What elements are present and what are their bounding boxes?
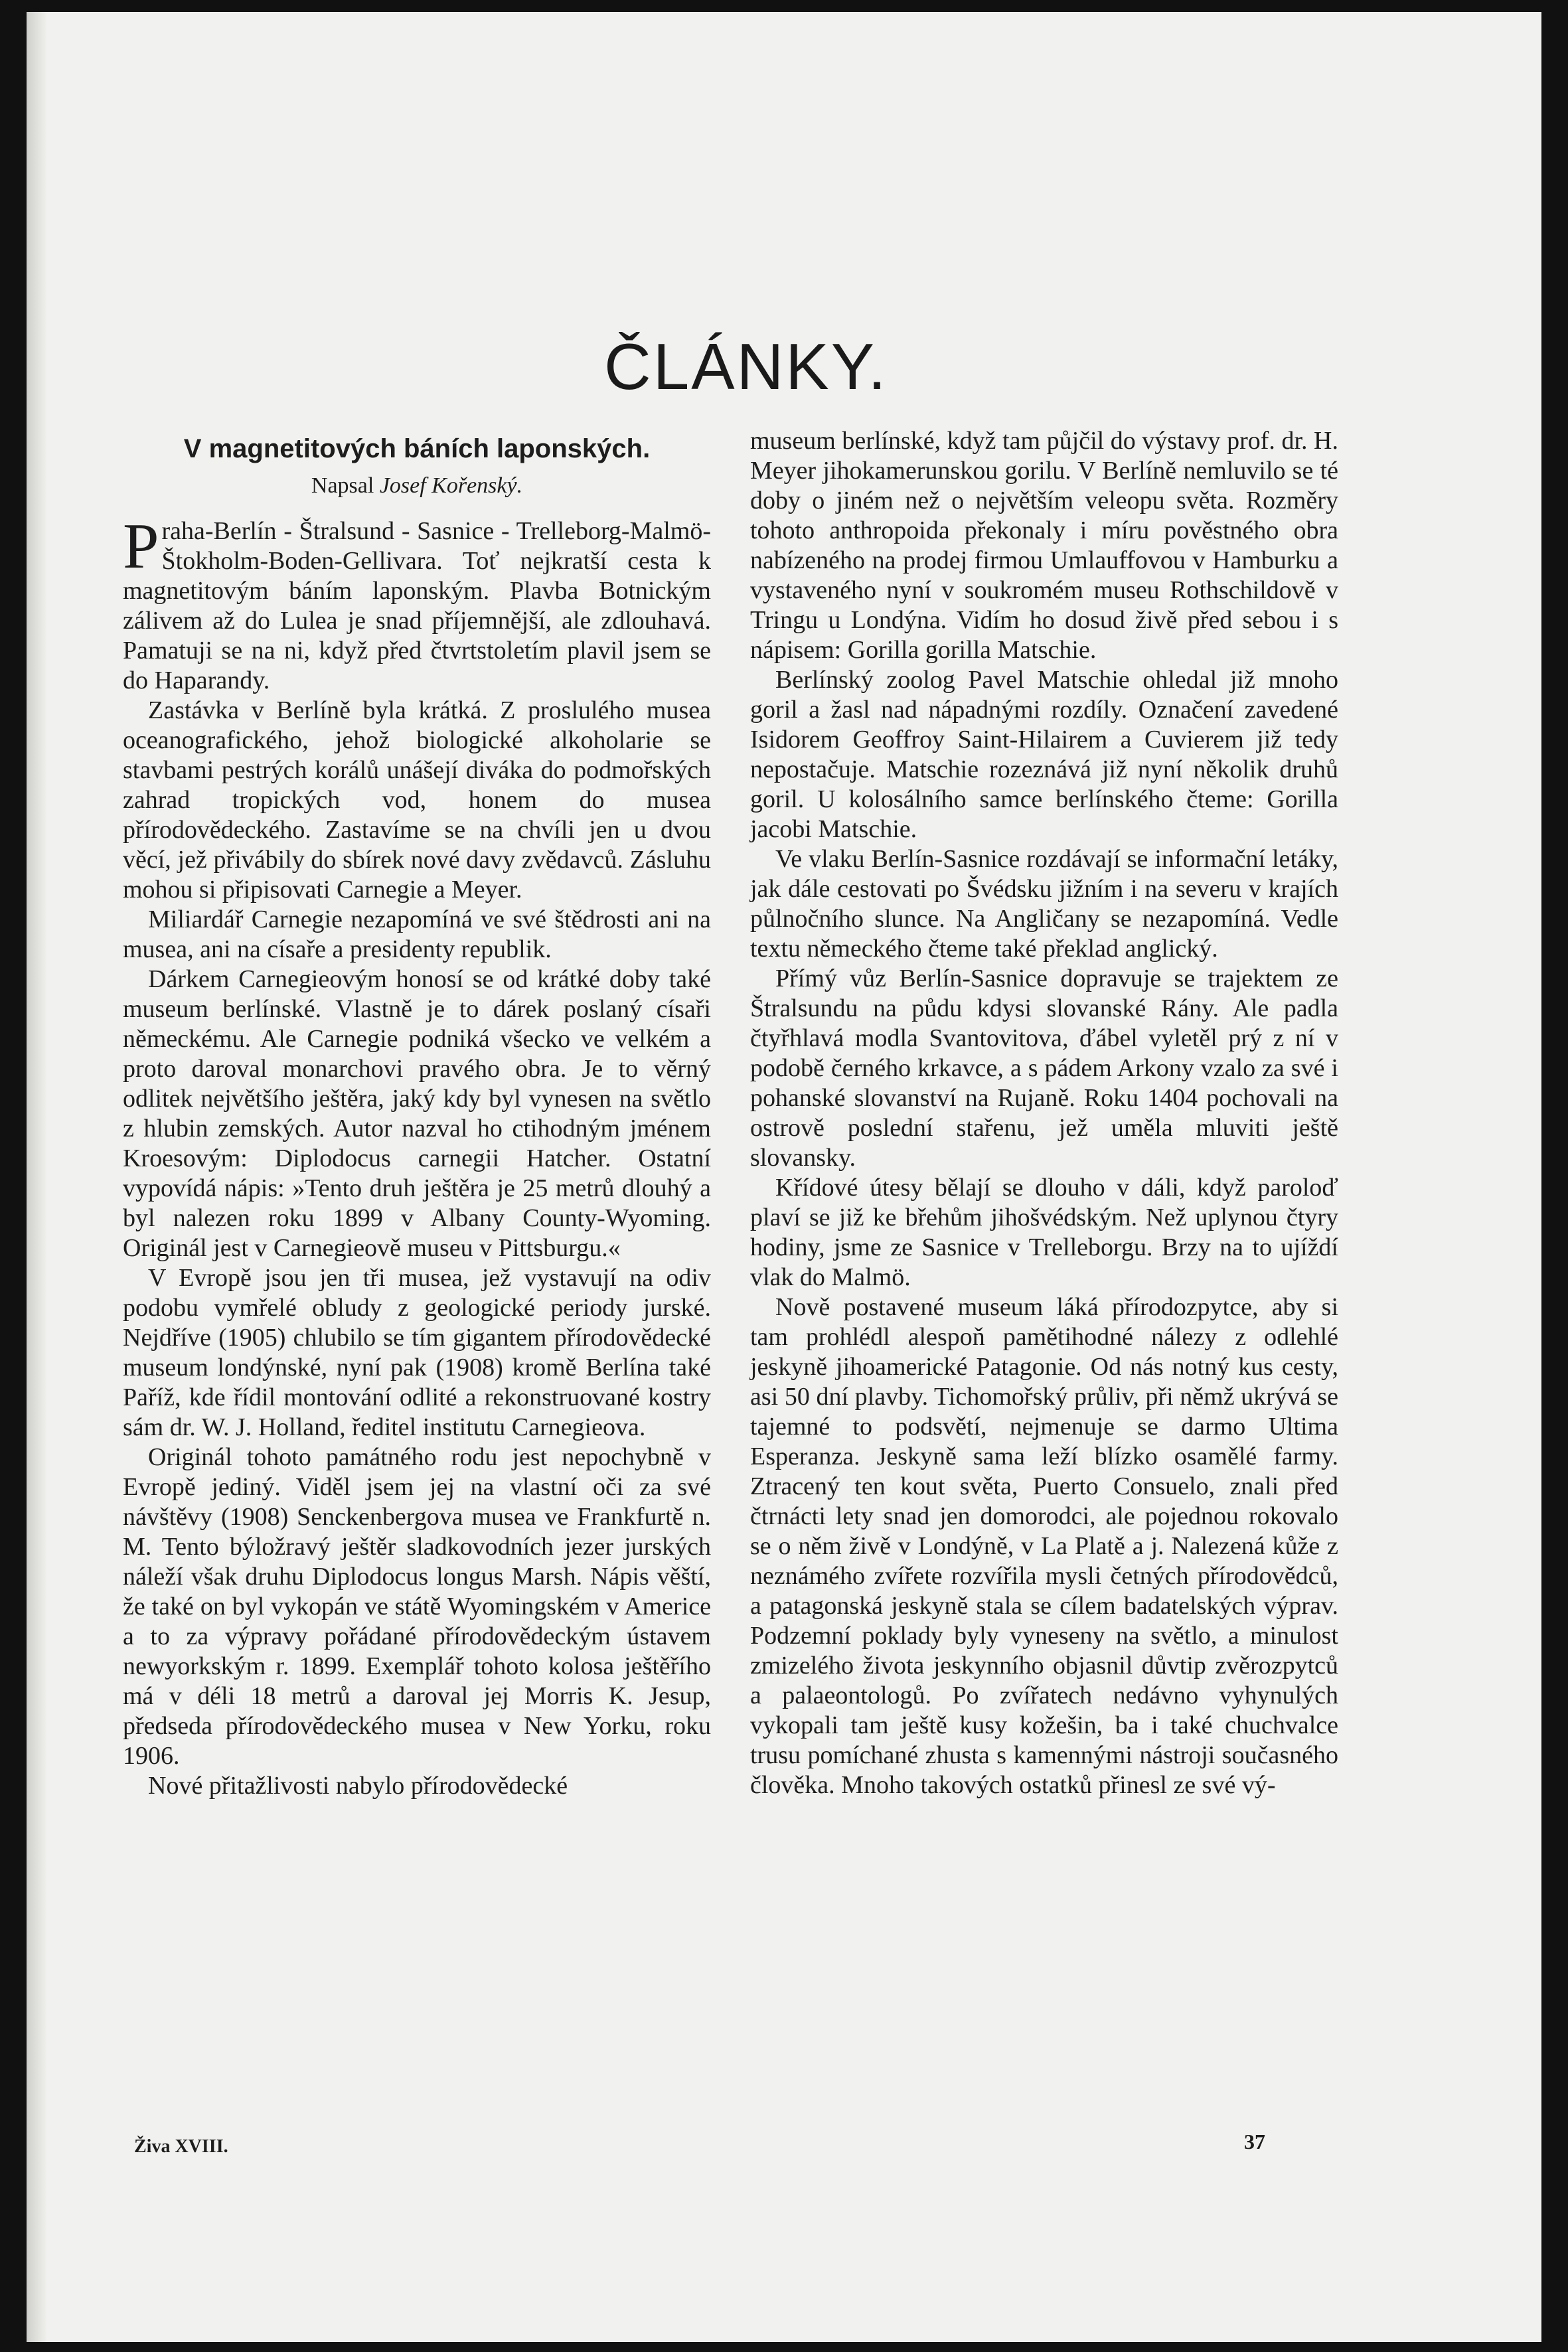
left-column xyxy=(123,431,711,1801)
byline xyxy=(123,471,711,501)
paragraph: Přímý vůz Berlín-Sasnice dopravuje se trajektem ze Štralsundu na půdu kdysi slovanské Rány. Ale padla čtyřhlavá modla Svantovitova, ďábel vyletěl prý z ní v podobě černého krkavce, a s pádem Arkony vzalo za své i pohanské slovanství na Rujaně. Roku 1404 pochovali na ostrově poslední stařenu, jež uměla mluviti ještě slovansky. xyxy=(750,965,1338,1172)
paragraph: museum berlínské, když tam půjčil do výstavy prof. dr. H. Meyer jihokamerunskou gorilu. V Berlíně nemluvilo se té doby o jiném než o největším veleopu světa. Rozměry tohoto anthropoida překonaly i míru pověstného obra nabízeného na prodej firmou Umlauffovou v Hamburku a vystaveného nyní v soukromém museu Rothschildově v Tringu u Londýna. Vidím ho dosud živě před sebou i s nápisem: Gorilla gorilla Matschie. xyxy=(750,427,1338,664)
page xyxy=(27,12,1541,2342)
paragraph: Zastávka v Berlíně byla krátká. Z proslulého musea oceanografického, jehož biologické alkoholarie se stavbami pestrých korálů unášejí diváka do podmořských zahrad tropických vod, honem do musea přírodovědeckého. Zastavíme se na chvíli jen u dvou věcí, jež přivábily do sbírek nové davy zvědavců. Zásluhu mohou si připisovati Carnegie a Meyer. xyxy=(123,696,711,903)
paragraph: Praha-Berlín - Štralsund - Sasnice - Trelleborg-Malmö-Štokholm-Boden-Gellivara. Toť nejkratší cesta k magnetitovým báním laponským. Plavba Botnickým zálivem až do Lulea je snad příjemnější, ale zdlouhavá. Pamatuji se na ni, když před čtvrtstoletím plavil jsem se do Haparandy. xyxy=(123,510,711,694)
paragraph: Křídové útesy bělají se dlouho v dáli, když paroloď plaví se již ke břehům jihošvédským. Než uplynou čtyry hodiny, jsme ze Sasnice v Trelleborgu. Brzy na to ujíždí vlak do Malmö. xyxy=(750,1174,1338,1291)
paragraph: Miliardář Carnegie nezapomíná ve své štědrosti ani na musea, ani na císaře a presidenty republik. xyxy=(123,905,711,963)
article-title: V magnetitových báních laponských. xyxy=(183,434,651,463)
section-title: ČLÁNKY. xyxy=(604,330,888,403)
paragraph: Berlínský zoolog Pavel Matschie ohledal již mnoho goril a žasl nad nápadnými rozdíly. Označení zavedené Isidorem Geoffroy Saint-Hilairem a Cuvierem již tedy nepostačuje. Matschie rozeznává již nyní několik druhů goril. U kolosálního samce berlínského čteme: Gorilla jacobi Matschie. xyxy=(750,666,1338,843)
byline-prefix: Napsal xyxy=(311,473,374,498)
right-column xyxy=(750,426,1338,1800)
page-number: 37 xyxy=(1244,2130,1265,2154)
paragraph: Nové přitažlivosti nabylo přírodovědecké xyxy=(148,1772,568,1800)
author-name: Josef Kořenský. xyxy=(379,473,523,498)
paragraph: Nově postavené museum láká přírodozpytce, aby si tam prohlédl alespoň pamětihodné nálezy z odlehlé jeskyně jihoamerické Patagonie. Od nás notný kus cesty, asi 50 dní plavby. Tichomořský průliv, při němž ukrývá se tajemné to podsvětí, nejmenuje se darmo Ultima Esperanza. Jeskyně sama leží blízko osamělé farmy. Ztracený ten kout světa, Puerto Consuelo, znali před čtrnácti lety snad jen domorodci, ale pojednou rokovalo se o něm živě v Londýně, v La Platě a j. Nalezená kůže z neznámého zvířete rozvířila mysli četných přírodovědců, a patagonská jeskyně stala se cílem badatelských výprav. Podzemní poklady byly vyneseny na světlo, a minulost zmizelého života jeskynního objasnil důvtip zvěrozpytců a palaeontologů. Po zvířatech nedávno vyhynulých vykopali tam ještě kusy kožešin, ba i také chuchvalce trusu pomíchané zhusta s kamennými nástroji současného člověka. Mnoho takových ostatků přinesl ze své vý- xyxy=(750,1293,1338,1799)
paragraph: V Evropě jsou jen tři musea, jež vystavují na odiv podobu vymřelé obludy z geologické periody jurské. Nejdříve (1905) chlubilo se tím gigantem přírodovědecké museum londýnské, nyní pak (1908) kromě Berlína také Paříž, kde řídil montování odlité a rekonstruované kostry sám dr. W. J. Holland, ředitel institutu Carnegieova. xyxy=(123,1264,711,1441)
page-edge xyxy=(27,12,46,2342)
paragraph: Ve vlaku Berlín-Sasnice rozdávají se informační letáky, jak dále cestovati po Švédsku jižním i na severu v krajích půlnočního slunce. Na Angličany se nezapomíná. Vedle textu německého čteme také překlad anglický. xyxy=(750,845,1338,963)
journal-footer: Živa XVIII. xyxy=(134,2136,228,2157)
paragraph: Dárkem Carnegieovým honosí se od krátké doby také museum berlínské. Vlastně je to dárek poslaný císaři německému. Ale Carnegie podniká všecko ve velkém a proto daroval monarchovi pravého obra. Je to věrný odlitek největšího ještěra, jaký kdy byl vynesen na světlo z hlubin zemských. Autor nazval ho ctihodným jménem Kroesovým: Diplodocus carnegii Hatcher. Ostatní vypovídá nápis: »Tento druh ještěra je 25 metrů dlouhý a byl nalezen roku 1899 v Albany County-Wyoming. Originál jest v Carnegieově museu v Pittsburgu.« xyxy=(123,965,711,1262)
paragraph: Originál tohoto památného rodu jest nepochybně v Evropě jediný. Viděl jsem jej na vlastní oči za své návštěvy (1908) Senckenbergova musea ve Frankfurtě n. M. Tento býložravý ještěr sladkovodních jezer jurských náleží však druhu Diplodocus longus Marsh. Nápis věští, že také on byl vykopán ve státě Wyomingském v Americe a to za výpravy pořádané přírodovědeckým ústavem newyorkským r. 1899. Exemplář tohoto kolosa ještěřího má v déli 18 metrů a daroval jej Morris K. Jesup, předseda přírodovědeckého musea v New Yorku, roku 1906. xyxy=(123,1443,711,1770)
